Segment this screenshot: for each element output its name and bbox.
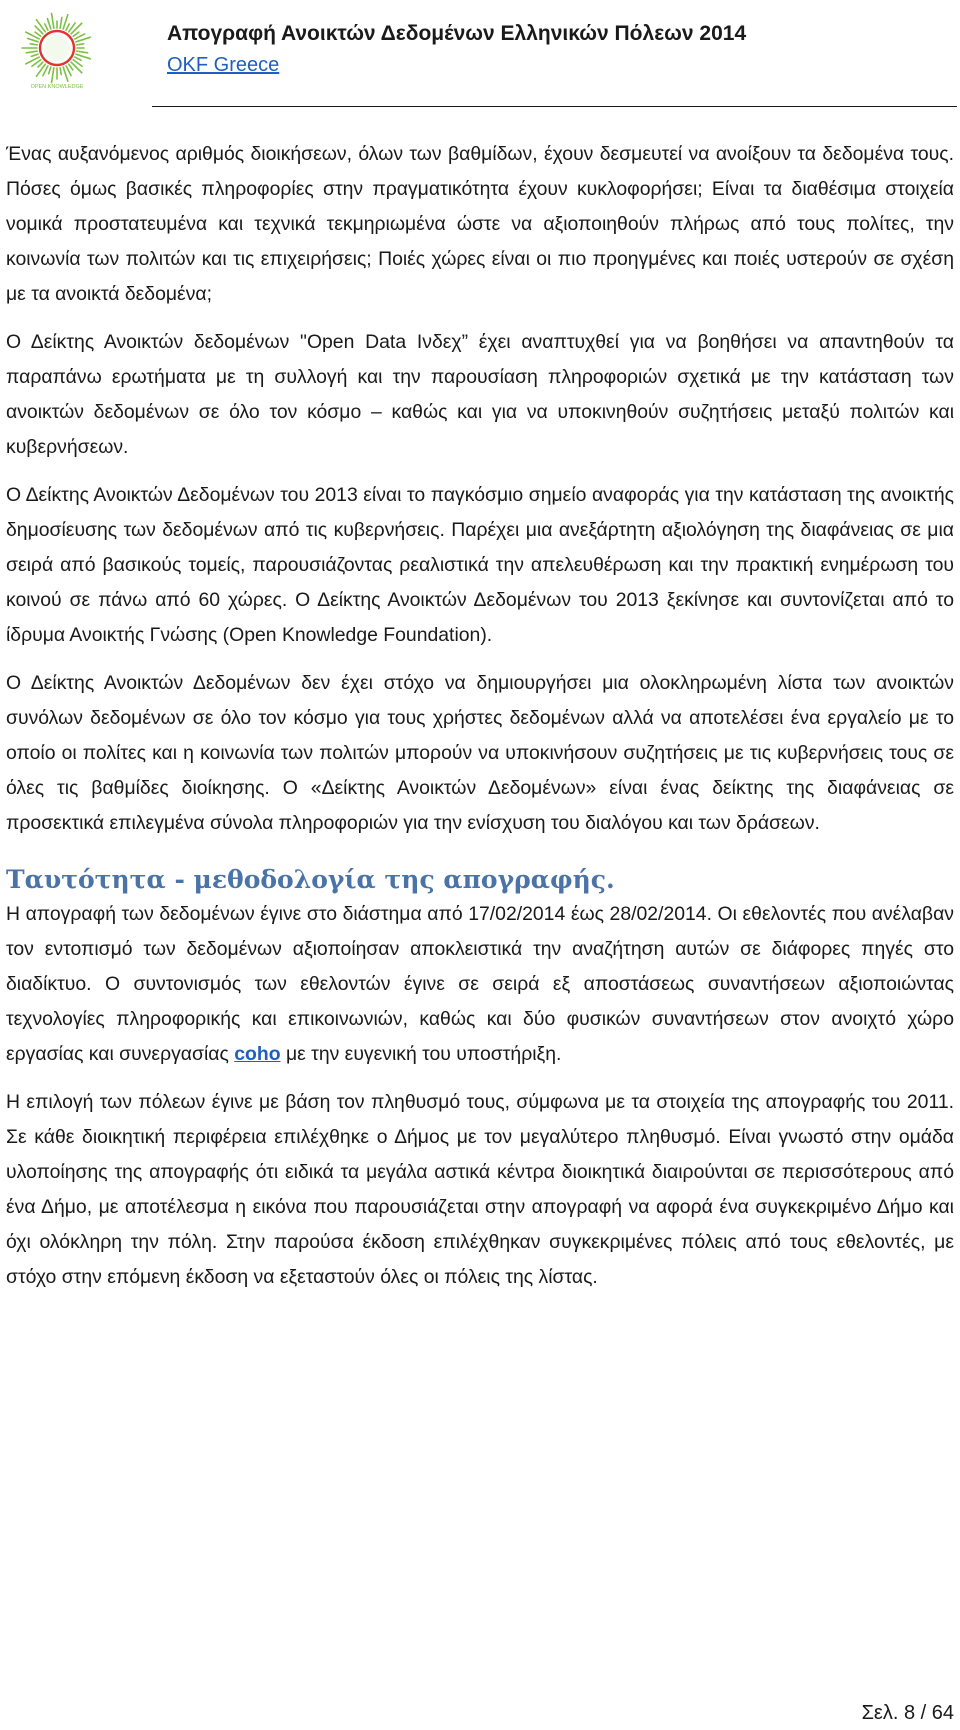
- logo-ray: [45, 24, 48, 30]
- logo-ray: [28, 38, 38, 41]
- logo-ray: [77, 51, 88, 53]
- body-paragraph: Ένας αυξανόμενος αριθμός διοικήσεων, όλων των βαθμίδων, έχουν δεσμευτεί να ανοίξουν τα δεδομένα τους. Πόσες όμως βασικές πληροφορίες στην πραγματικότητα έχουν κυκλοφορήσει; Είναι τα διαθέσιμα στοιχεία νομικά προστατευμένα και τεχνικά τεκμηριωμένα ώστε να αξιοποιηθούν πλήρως από τους πολίτες, την κοινωνία των πολιτών και τις επιχειρήσεις; Ποιές χώρες είναι οι πιο προηγμένες και ποιές υστερούν σε σχέση με τα ανοικτά δεδομένα;: [6, 143, 954, 305]
- logo-ray: [30, 44, 37, 45]
- okf-greece-link[interactable]: OKF Greece: [167, 54, 280, 76]
- body-paragraph: Ο Δείκτης Ανοικτών δεδομένων "Open Data Ινδεχ” έχει αναπτυχθεί για να βοηθήσει να απαντηθούν τα παραπάνω ερωτήματα με τη συλλογή και την παρουσίαση πληροφοριών σχετικά με την κατάσταση των ανοικτών δεδομένων σε όλο τον κόσμο – καθώς και για να υποκινηθούν συζητήσεις μεταξύ πολιτών και κυβερνήσεων.: [6, 331, 954, 458]
- logo-ray: [47, 19, 50, 29]
- logo-ray: [73, 32, 79, 36]
- header-divider: [152, 106, 957, 107]
- methodology-text-end: με την ευγενική του υποστήριξη.: [280, 1043, 562, 1065]
- methodology-text: Η απογραφή των δεδομένων έγινε στο διάστημα από 17/02/2014 έως 28/02/2014. Οι εθελοντές που ανέλαβαν τον εντοπισμό των δεδομένων αξιοποίησαν αποκλειστικά την αναζήτηση αυτών σε διάφορες πηγές στο διαδίκτυο. Ο συντονισμός των εθελοντών έγινε σε σειρά εξ αποστάσεως συναντήσεων αξιοποιώντας τεχνολογίες πληροφορικής και επικοινωνιών, καθώς και δύο φυσικών συναντήσεων στον ανοιχτό χώρο εργασίας και συνεργασίας: [6, 903, 954, 1065]
- document-body: [6, 137, 954, 1308]
- logo-ray: [69, 64, 73, 70]
- logo-ray: [36, 20, 45, 32]
- page-number: Σελ. 8 / 64: [861, 1702, 954, 1724]
- body-paragraph: Ο Δείκτης Ανοικτών Δεδομένων του 2013 είναι το παγκόσμιο σημείο αναφοράς για την κατάσταση της ανοικτής δημοσίευσης των δεδομένων από τις κυβερνήσεις. Παρέχει μια ανεξάρτητη αξιολόγηση της διαφάνειας σε μια σειρά από βασικούς τομείς, παρουσιάζοντας ρεαλιστικά την απελευθέρωση και την πρακτική ενημέρωση του κοινού σε πάνω από 60 χώρες. Ο Δείκτης Ανοικτών Δεδομένων του 2013 ξεκίνησε και συντονίζεται από το ίδρυμα Ανοικτής Γνώσης (Open Knowledge Foundation).: [6, 484, 954, 646]
- logo-ray: [60, 68, 61, 75]
- svg-text:OPEN KNOWLEDGE: OPEN KNOWLEDGE: [30, 84, 84, 90]
- logo-ray: [49, 67, 51, 74]
- city-selection-paragraph: Η επιλογή των πόλεων έγινε με βάση τον πληθυσμό τους, σύμφωνα με τα στοιχεία της απογραφής του 2011. Σε κάθε διοικητική περιφέρεια επιλέχθηκε ο Δήμος με τον μεγαλύτερο πληθυσμό. Είναι γνωστό στην ομάδα υλοποίησης της απογραφής ότι ειδικά τα μεγάλα αστικά κέντρα διοικητικά διαιρούνται σε περισσότερους από ένα Δήμο, με αποτέλεσμα η εικόνα που παρουσιάζεται στην απογραφή να αφορά ένα συγκεκριμένο Δήμο και όχι ολόκληρη την πόλη. Στην παρούσα έκδοση επιλέχθηκαν συγκεκριμένες πόλεις από τους εθελοντές, με στόχο στην επόμενη έκδοση να εξεταστούν όλες οι πόλεις της λίστας.: [6, 1091, 954, 1288]
- logo-ray: [31, 54, 38, 56]
- logo-ray: [26, 51, 37, 53]
- body-paragraph: Ο Δείκτης Ανοικτών Δεδομένων δεν έχει στόχο να δημιουργήσει μια ολοκληρωμένη λίστα των ανοικτών συνόλων δεδομένων σε όλο τον κόσμο για τους χρήστες δεδομένων αλλά να αποτελέσει ένα εργαλείο με το οποίο οι πολίτες και η κοινωνία των πολιτών μπορούν να υποκινήσουν συζητήσεις με τις κυβερνήσεις τους σε όλες τις βαθμίδες διοίκησης. Ο «Δείκτης Ανοικτών Δεδομένων» είναι ένας δείκτης της διαφάνειας σε προσεκτικά επιλεγμένα σύνολα πληροφοριών για την ενίσχυση του διαλόγου και των δράσεων.: [6, 672, 954, 834]
- logo-ray: [38, 62, 43, 67]
- logo-ray: [60, 17, 62, 28]
- section-heading: Ταυτότητα - μεθοδολογία της απογραφής.: [6, 865, 615, 894]
- logo-ray: [77, 44, 84, 45]
- logo-ray: [71, 62, 82, 73]
- logo-ray: [66, 24, 69, 30]
- logo-ray: [75, 57, 81, 60]
- logo-ray: [52, 68, 54, 83]
- logo-ray: [71, 23, 82, 34]
- page-header: [0, 0, 960, 110]
- coho-link[interactable]: coho: [234, 1043, 281, 1065]
- okf-logo-icon: [18, 10, 96, 92]
- logo-ray: [52, 13, 54, 28]
- document-title: Απογραφή Ανοικτών Δεδομένων Ελληνικών Πόλεων 2014: [167, 22, 747, 45]
- methodology-paragraph: [6, 897, 954, 1072]
- logo-ray: [35, 32, 41, 36]
